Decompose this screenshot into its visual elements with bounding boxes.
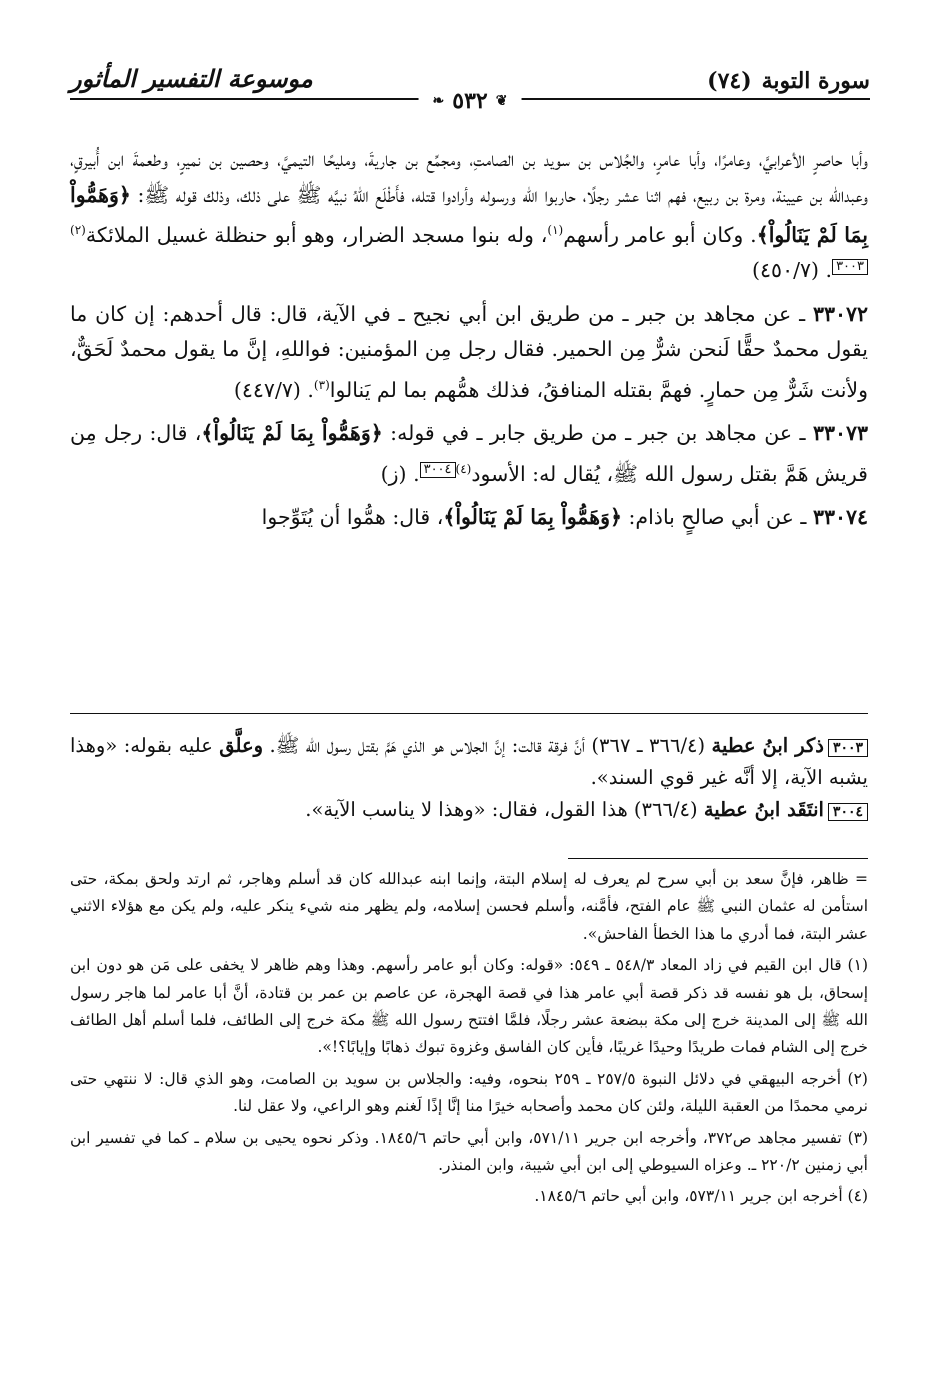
- commentary-divider: [70, 713, 868, 714]
- hadith-number: ٣٣٠٧٣: [812, 421, 868, 446]
- ornament-icon: ❦: [495, 93, 508, 109]
- footnote: (٢) أخرجه البيهقي في دلائل النبوة ٥/‏٢٥٧ ـ ٢٥٩ بنحوه، وفيه: والجلاس بن سويد بن الصامت، وهو الذي قال: لا ننتهي حتى نرمي محمدًا من العقبة الليلة، ولئن كان محمد وأصحابه خيرًا منا إنَّا إذًا لَغنم وهو الراعي، ولا عقل لنا.: [70, 1069, 868, 1116]
- hadith-entry: ٣٣٠٧٣ ـ عن مجاهد بن جبر ـ من طريق جابر ـ في قوله: ﴿وَهَمُّواْ بِمَا لَمْ يَنَالُواْ﴾، قال: رجل مِن قريش هَمَّ بقتل رسول الله ﷺ، يُقال له: الأسود$^{(٤)}$٣٠٠٤. (ز): [70, 421, 868, 486]
- commentary-number-box: ٣٠٠٣: [828, 739, 868, 757]
- book-title: موسوعة التفسير المأثور: [70, 64, 313, 93]
- footnotes-section: [70, 866, 868, 1215]
- footnote: (٣) تفسير مجاهد ص٣٧٢، وأخرجه ابن جرير ١١/‏٥٧١، وابن أبي حاتم ٦/‏١٨٤٥. وذكر نحوه يحيى بن سلام ـ كما في تفسير ابن أبي زمنين ٢/‏٢٢٠ ـ. وعزاه السيوطي إلى ابن أبي شيبة، وابن المنذر.: [70, 1128, 869, 1175]
- footnote: (١) قال ابن القيم في زاد المعاد ٣/‏٥٤٨ ـ ٥٤٩: «قوله: وكان أبو عامر رأسهم. وهذا وهم ظاهر لا يخفى على مَن هو دون ابن إسحاق، بل هو نفسه قد ذكر قصة أبي عامر هذا في قصة الهجرة، عن عاصم بن عمر بن قتادة، أنَّ أبا عامر لما هاجر رسول الله ﷺ إلى المدينة خرج إلى مكة ببضعة عشر رجلًا، فلمَّا افتتح رسول الله ﷺ مكة خرج إلى الطائف، فلما أسلم أهل الطائف خرج إلى الشام فمات طريدًا وحيدًا غريبًا، فأين كان الفاسق وغزوة تبوك ذهابًا وإيابًا؟!».: [70, 956, 868, 1057]
- hadith-number: ٣٣٠٧٢: [812, 301, 868, 326]
- ornament-icon: ❧: [432, 93, 445, 109]
- footnote-marker[interactable]: (٤): [455, 461, 472, 476]
- commentary-number-box: ٣٠٠٤: [828, 803, 868, 821]
- surah-name: سورة التوبة: [761, 68, 870, 94]
- commentary-note: ٣٠٠٣ذكر ابنُ عطية (٤/‏٣٦٦ ـ ٣٦٧) أنَّ فرقة قالت: إنَّ الجلاس هو الذي هَمَّ بقتل رسول الله ﷺ. وعلَّق عليه بقوله: «وهذا يشبه الآية، إلا أنَّه غير قوي السند».: [70, 734, 868, 789]
- quran-verse: ﴿وَهَمُّواْ بِمَا لَمْ يَنَالُواْ﴾: [201, 421, 383, 446]
- footnote-marker[interactable]: (٣): [313, 377, 330, 392]
- page-number-block: [419, 88, 522, 114]
- footnote-marker[interactable]: (٢): [70, 223, 86, 237]
- commentary-ref-box[interactable]: ٣٠٠٤: [420, 462, 456, 478]
- hadith-number: ٣٣٠٧٤: [812, 504, 868, 529]
- surah-heading: [707, 68, 870, 94]
- paragraph: وأبا حاصرٍ الأعرابيَّ، وعامرًا، وأبا عامرٍ، والجُلاس بن سويد بن الصامتِ، ومجمِّع بن جاريةَ، ومليحًا التيميَّ، وحصين بن نميرٍ، وطعمةَ ابن أُبيرقٍ، وعبدالله بن عيينة، ومرة بن ربيع، فهم اثنا عشر رجلًا، حاربوا الله ورسوله وأرادوا قتله، فأَطْلَع اللهُ نبيَّه ﷺ على ذلك، وذلك قوله ﷺ: ﴿وَهَمُّواْ بِمَا لَمْ يَنَالُواْ﴾. وكان أبو عامر رأسهم$^{(١)}$، وله بنوا مسجد الضرار، وهو أبو حنظلة غسيل الملائكة$^{(٢)}$٣٠٠٣. (٧/‏٤٥٠): [70, 147, 868, 283]
- commentary-ref-box[interactable]: ٣٠٠٣: [832, 259, 868, 275]
- footnote: = ظاهر، فإنَّ سعد بن أبي سرح لم يعرف له إسلام البتة، وإنما ابنه عبدالله كان قد أسلم وهاجر، ثم ارتد ولحق بمكة، حتى استأمن له عثمان النبي ﷺ عام الفتح، فأمَّنه، وأسلم فحسن إسلامه، ولم يظهر منه شيء ينكر عليه، ولم يكن مع هؤلاء الاثني عشر البتة، فما أدري ما هذا الخطأ الفاحش».: [70, 870, 869, 943]
- footnote-marker[interactable]: (١): [547, 223, 564, 237]
- page-number: ٥٣٢: [452, 88, 488, 114]
- commentary-section: [70, 730, 868, 826]
- footnote: (٤) أخرجه ابن جرير ١١/‏٥٧٣، وابن أبي حاتم ٦/‏١٨٤٥.: [534, 1187, 868, 1206]
- quran-verse: ﴿وَهَمُّواْ بِمَا لَمْ يَنَالُواْ﴾: [443, 504, 622, 529]
- commentary-note: ٣٠٠٤انتَقَد ابنُ عطية (٤/‏٣٦٦) هذا القول، فقال: «وهذا لا يناسب الآية».: [70, 794, 868, 826]
- hadith-entry: ٣٣٠٧٢ ـ عن مجاهد بن جبر ـ من طريق ابن أبي نجيح ـ في الآية، قال: قال أحدهم: إن كان ما يقول محمدٌ حقًّا لَنحن شرٌّ مِن الحمير. فقال رجل مِن المؤمنين: فواللهِ، إنَّ ما يقول محمدٌ لَحَقٌّ، ولأنت شَرٌّ مِن حمارٍ. فهمَّ بقتله المنافقُ، فذلك همُّهم بما لم يَنالوا$^{(٣)}$. (٧/‏٤٤٧): [70, 301, 868, 402]
- main-text: [70, 142, 868, 543]
- page-header: [70, 60, 870, 120]
- verse-number: (٧٤): [707, 68, 752, 94]
- hadith-entry: ٣٣٠٧٤ ـ عن أبي صالحٍ باذام: ﴿وَهَمُّواْ بِمَا لَمْ يَنَالُواْ﴾، قال: همُّوا أن يُتَوِّجوا: [261, 504, 868, 529]
- quran-verse: ﴿وَهَمُّواْ بِمَا لَمْ يَنَالُواْ﴾: [70, 182, 868, 247]
- footnote-divider: [568, 858, 868, 859]
